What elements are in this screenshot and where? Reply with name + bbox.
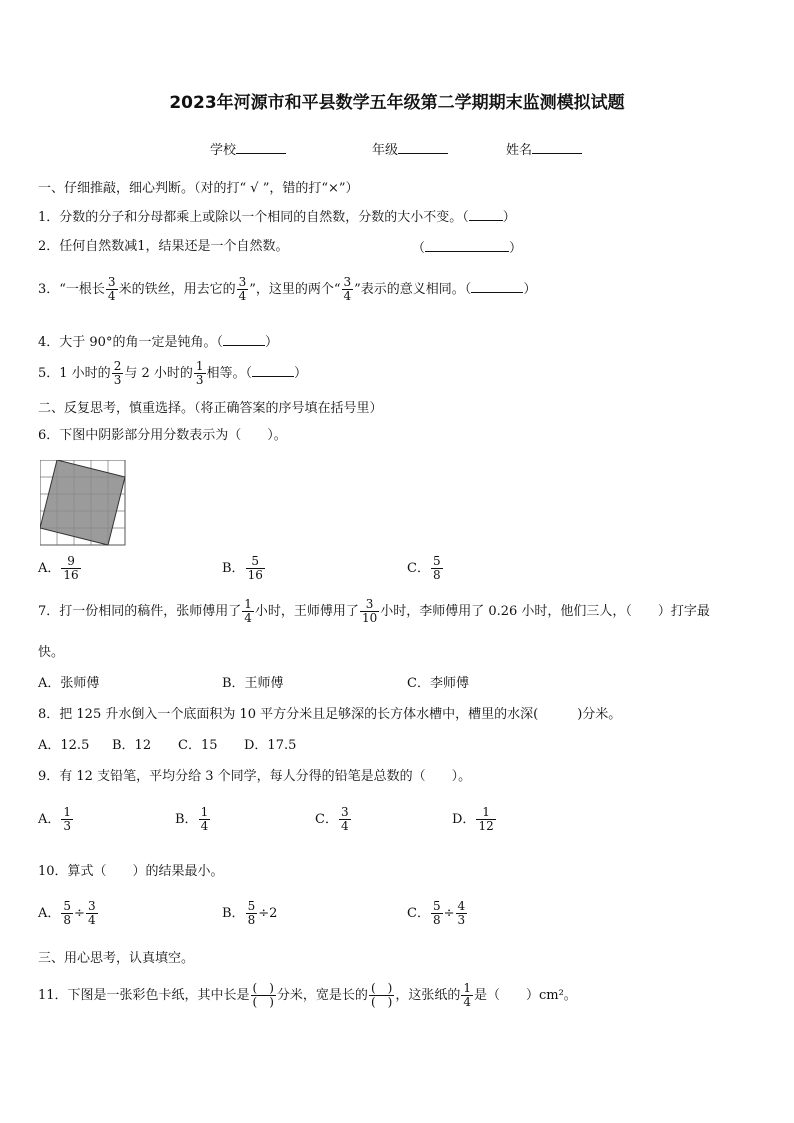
q10-option-c[interactable]: C． $\frac{5}{8}$ ÷ $\frac{4}{3}$ [407,899,466,927]
fraction: $\frac{3}{4}$ [340,805,349,833]
name-label: 姓名 [506,143,533,158]
q10-option-b[interactable]: B． $\frac{5}{8}$ ÷2 [222,899,278,927]
fraction: $\frac{1}{4}$ [200,805,209,833]
paren-fraction-blank[interactable]: $\frac{( )}{( )}$ [370,981,393,1009]
question-11-text-a: 11．下图是一张彩色卡纸，其中长是 [38,988,250,1003]
school-field [210,141,286,159]
answer-blank[interactable] [252,364,294,377]
q6-option-c[interactable]: C． $\frac{5}{8}$ [407,554,441,582]
question-2-text: 2．任何自然数减1，结果还是一个自然数。 [38,239,289,254]
question-1 [38,208,516,226]
close-paren: ） [502,210,516,225]
fraction: $\frac{3}{10}$ [361,597,378,625]
fraction: $\frac{1}{3}$ [63,805,72,833]
name-blank[interactable] [532,141,582,154]
fraction: $\frac{2}{3}$ [113,359,122,387]
grade-label: 年级 [372,143,399,158]
q10-option-a[interactable]: A． $\frac{5}{8}$ ÷ $\frac{3}{4}$ [38,899,96,927]
q8-option-d[interactable]: D．17.5 [244,738,297,753]
q9-option-b[interactable]: B． $\frac{1}{4}$ [175,805,209,833]
question-11 [38,982,577,1009]
question-6-text: 6．下图中阴影部分用分数表示为（ ）。 [38,428,287,443]
question-10-text: 10．算式（ ）的结果最小。 [38,864,224,879]
close-paren: ） [264,335,278,350]
question-11-text-b: 分米，宽是长的 [276,988,368,1003]
question-11-text-d: 是（ ）cm²。 [473,988,577,1003]
question-9-text: 9．有 12 支铅笔，平均分给 3 个同学，每人分得的铅笔是总数的（ ）。 [38,769,472,784]
question-7-cont: 快。 [38,645,65,660]
question-3-text-b: 米的铁丝，用去它的 [118,282,236,297]
question-4-text: 4．大于 90°的角一定是钝角。（ [38,335,223,350]
fraction: $\frac{5}{16}$ [247,554,263,582]
grade-blank[interactable] [398,141,448,154]
section-1-heading: 一、仔细推敲，细心判断。（对的打“ √ ”，错的打“×”） [38,181,359,196]
fraction: $\frac{3}{4}$ [343,275,352,303]
close-paren: ） [509,241,523,256]
question-1-text: 1．分数的分子和分母都乘上或除以一个相同的自然数，分数的大小不变。（ [38,210,469,225]
answer-blank[interactable] [471,280,523,293]
fraction: $\frac{5}{8}$ [432,554,441,582]
answer-blank[interactable] [425,239,509,252]
question-7-text-b: 小时，王师傅用了 [254,604,359,619]
fraction: $\frac{5}{8}$ [247,899,256,927]
question-4 [38,333,278,351]
q9-option-a[interactable]: A． $\frac{1}{3}$ [38,805,72,833]
fraction: $\frac{9}{16}$ [63,554,79,582]
paren-fraction-blank[interactable]: $\frac{( )}{( )}$ [252,981,274,1009]
fraction: $\frac{1}{4}$ [463,981,471,1009]
question-3 [38,276,536,303]
grid-figure [40,460,128,548]
close-paren: ） [294,366,308,381]
fraction: $\frac{5}{8}$ [63,899,72,927]
question-3-text-c: ”，这里的两个“ [249,282,341,297]
grade-field [372,141,448,159]
fraction: $\frac{1}{12}$ [478,805,494,833]
fraction: $\frac{1}{4}$ [244,597,252,625]
question-7-text-a: 7．打一份相同的稿件，张师傅用了 [38,604,242,619]
fraction: $\frac{3}{4}$ [107,275,116,303]
q8-option-c[interactable]: C．15 [178,738,218,753]
open-paren: （ [412,241,426,256]
question-2-answer [412,239,522,257]
fraction: $\frac{5}{8}$ [432,899,441,927]
question-3-text-a: 3．“一根长 [38,282,105,297]
q7-option-b[interactable]: B．王师傅 [222,676,284,691]
question-8-text: 8．把 125 升水倒入一个底面积为 10 平方分米且足够深的长方体水槽中，槽里的水深( )分米。 [38,707,622,722]
fraction: $\frac{4}{3}$ [457,899,466,927]
q9-option-d[interactable]: D． $\frac{1}{12}$ [452,805,494,833]
fraction: $\frac{1}{3}$ [195,359,204,387]
question-5-text-c: 相等。（ [206,366,253,381]
q6-option-b[interactable]: B． $\frac{5}{16}$ [222,554,263,582]
section-3-heading: 三、用心思考，认真填空。 [38,951,195,966]
name-field [506,141,582,159]
section-2-heading: 二、反复思考，慎重选择。（将正确答案的序号填在括号里） [38,401,383,416]
fraction: $\frac{3}{4}$ [238,275,247,303]
school-blank[interactable] [236,141,286,154]
question-7-text-c: 小时，李师傅用了 0.26 小时，他们三人，（ ）打字最 [380,604,710,619]
question-2 [38,239,289,255]
fraction: $\frac{3}{4}$ [87,899,96,927]
q8-option-b[interactable]: B．12 [112,738,152,753]
question-5-text-a: 5．1 小时的 [38,366,111,381]
q8-option-a[interactable]: A．12.5 [38,738,90,753]
answer-blank[interactable] [469,208,503,221]
q7-option-a[interactable]: A．张师傅 [38,676,100,691]
q6-option-a[interactable]: A． $\frac{9}{16}$ [38,554,79,582]
school-label: 学校 [210,143,237,158]
question-7 [38,598,710,625]
question-5-text-b: 与 2 小时的 [124,366,193,381]
question-11-text-c: ，这张纸的 [395,988,461,1003]
q9-option-c[interactable]: C． $\frac{3}{4}$ [315,805,349,833]
q7-option-c[interactable]: C．李师傅 [407,676,469,691]
question-3-text-d: ”表示的意义相同。（ [354,282,472,297]
answer-blank[interactable] [223,333,265,346]
question-5 [38,360,307,387]
close-paren: ） [523,282,537,297]
page-title: 2023年河源市和平县数学五年级第二学期期末监测模拟试题 [169,93,625,113]
